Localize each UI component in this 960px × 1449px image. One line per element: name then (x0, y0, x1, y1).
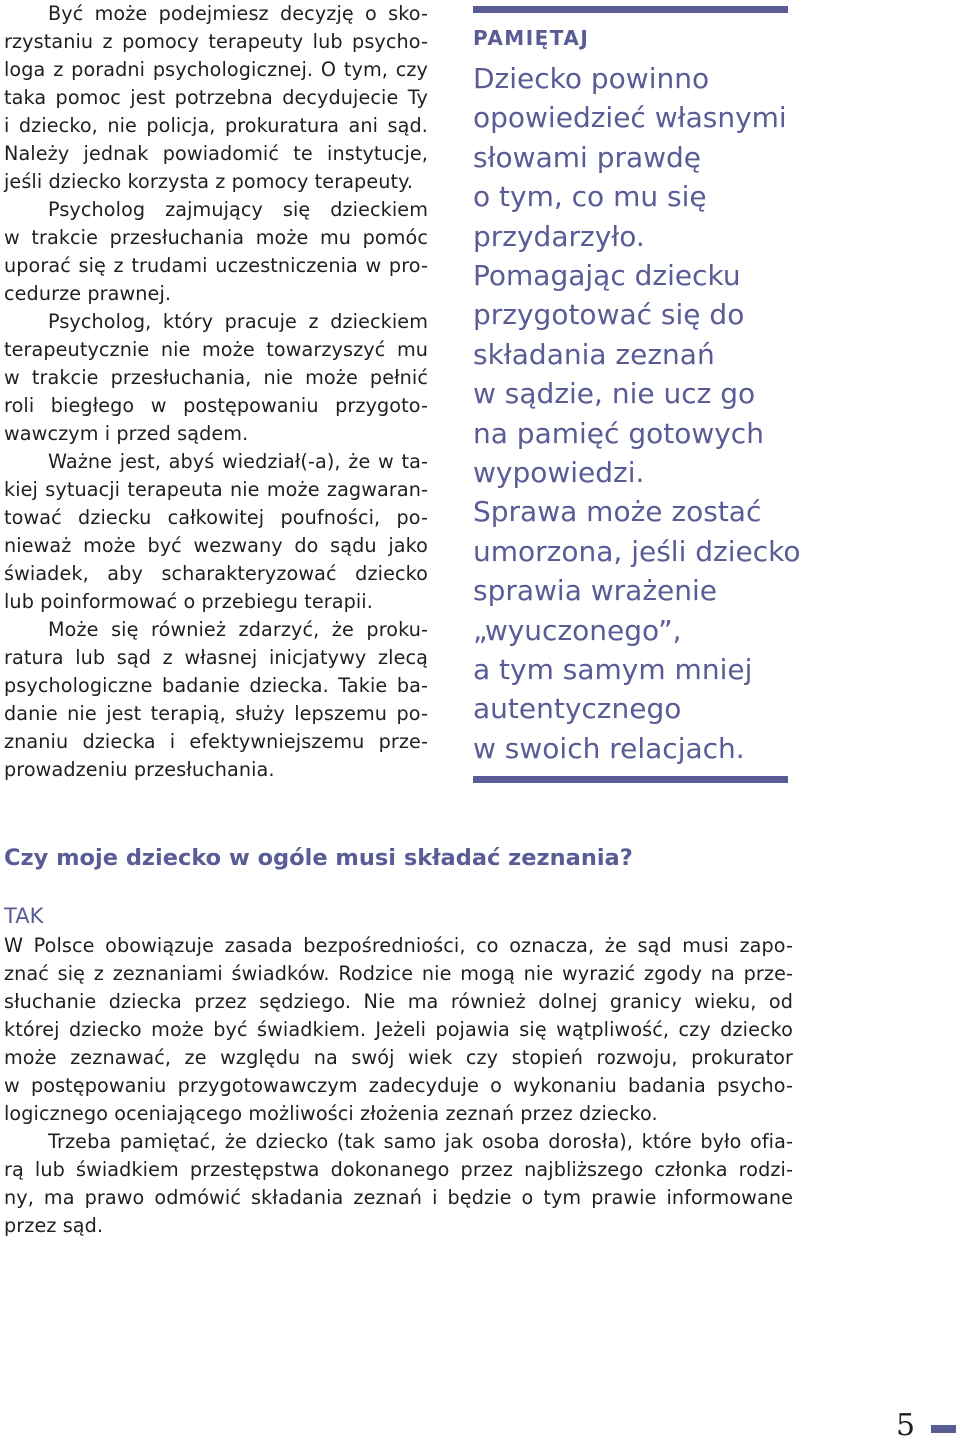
sidebar-line: na pamięć gotowych (473, 417, 764, 450)
paragraph-line: taka pomoc jest potrzebna decydujecie Ty (4, 86, 428, 109)
paragraph-line: tować dziecku całkowitej poufności, po- (4, 506, 428, 529)
paragraph-line: i dziecko, nie policja, prokuratura ani sąd. (4, 114, 428, 137)
sidebar-line: „wyuczonego”, (473, 614, 682, 647)
paragraph-line: Należy jednak powiadomić te instytucje, (4, 142, 428, 165)
paragraph-line: Psycholog zajmujący się dzieckiem (48, 198, 428, 221)
paragraph-line: W Polsce obowiązuje zasada bezpośredniości, co oznacza, że sąd musi zapo- (4, 934, 793, 957)
sidebar-line: Dziecko powinno (473, 62, 710, 95)
paragraph-line: znaniu dziecka i efektywniejszemu prze- (4, 730, 428, 753)
paragraph-line: Psycholog, który pracuje z dzieckiem (48, 310, 428, 333)
paragraph-line: danie nie jest terapią, służy lepszemu po- (4, 702, 428, 725)
paragraph-line: rą lub świadkiem przestępstwa dokonanego przez najbliższego członka rodzi- (4, 1158, 793, 1181)
paragraph-line: znać się z zeznaniami świadków. Rodzice nie mogą nie wyrazić zgody na prze- (4, 962, 793, 985)
sidebar-line: wypowiedzi. (473, 456, 645, 489)
sidebar-line: a tym samym mniej (473, 653, 753, 686)
answer-label: TAK (4, 904, 44, 928)
paragraph-line: ratura lub sąd z własnej inicjatywy zlecą (4, 646, 428, 669)
paragraph-line: w trakcie przesłuchania, nie może pełnić (4, 366, 428, 389)
paragraph-line: przez sąd. (4, 1214, 104, 1237)
paragraph-line: lub poinformować o przebiegu terapii. (4, 590, 373, 613)
sidebar-bottom-rule (473, 776, 788, 783)
paragraph-line: logicznego oceniającego możliwości złożenia zeznań przez dziecko. (4, 1102, 658, 1125)
paragraph-line: ny, ma prawo odmówić składania zeznań i będzie o tym prawie informowane (4, 1186, 793, 1209)
paragraph-line: w trakcie przesłuchania może mu pomóc (4, 226, 428, 249)
paragraph-line: Trzeba pamiętać, że dziecko (tak samo jak osoba dorosła), które było ofia- (48, 1130, 793, 1153)
paragraph-line: której dziecko może być świadkiem. Jeżeli pojawia się wątpliwość, czy dziecko (4, 1018, 793, 1041)
paragraph-line: słuchanie dziecka przez sędziego. Nie ma również dolnej granicy wieku, od (4, 990, 793, 1013)
paragraph-line: wawczym i przed sądem. (4, 422, 249, 445)
sidebar-line: przygotować się do (473, 298, 745, 331)
paragraph-line: Ważne jest, abyś wiedział(-a), że w ta- (48, 450, 428, 473)
page-number: 5 (896, 1408, 916, 1443)
sidebar-line: Pomagając dziecku (473, 259, 741, 292)
paragraph-line: Być może podejmiesz decyzję o sko- (48, 2, 428, 25)
sidebar-line: autentycznego (473, 692, 682, 725)
paragraph-line: Może się również zdarzyć, że proku- (48, 618, 428, 641)
paragraph-line: jeśli dziecko korzysta z pomocy terapeuty. (4, 170, 414, 193)
sidebar-line: przydarzyło. (473, 220, 645, 253)
sidebar-line: składania zeznań (473, 338, 715, 371)
paragraph-line: psychologiczne badanie dziecka. Takie ba- (4, 674, 428, 697)
paragraph-line: rzystaniu z pomocy terapeuty lub psycho- (4, 30, 428, 53)
sidebar-line: sprawia wrażenie (473, 574, 718, 607)
page-number-marker (931, 1425, 956, 1433)
paragraph-line: świadek, aby scharakteryzować dziecko (4, 562, 428, 585)
paragraph-line: w postępowaniu przygotowawczym zadecyduje o wykonaniu badania psycho- (4, 1074, 793, 1097)
sidebar-line: umorzona, jeśli dziecko (473, 535, 801, 568)
paragraph-line: prowadzeniu przesłuchania. (4, 758, 275, 781)
sidebar-line: w sądzie, nie ucz go (473, 377, 756, 410)
sidebar-line: słowami prawdę (473, 141, 702, 174)
paragraph-line: uporać się z trudami uczestniczenia w pro- (4, 254, 428, 277)
sidebar-line: o tym, co mu się (473, 180, 707, 213)
paragraph-line: kiej sytuacji terapeuta nie może zagwaran- (4, 478, 428, 501)
sidebar-label: PAMIĘTAJ (473, 26, 590, 50)
sidebar-line: Sprawa może zostać (473, 495, 762, 528)
paragraph-line: loga z poradni psychologicznej. O tym, czy (4, 58, 428, 81)
sidebar-line: w swoich relacjach. (473, 732, 745, 765)
sidebar-line: opowiedzieć własnymi (473, 101, 787, 134)
paragraph-line: roli biegłego w postępowaniu przygoto- (4, 394, 428, 417)
section-heading: Czy moje dziecko w ogóle musi składać zeznania? (4, 845, 633, 871)
paragraph-line: terapeutycznie nie może towarzyszyć mu (4, 338, 428, 361)
paragraph-line: może zeznawać, ze względu na swój wiek czy stopień rozwoju, prokurator (4, 1046, 793, 1069)
sidebar-top-rule (473, 6, 788, 13)
paragraph-line: nieważ może być wezwany do sądu jako (4, 534, 428, 557)
paragraph-line: cedurze prawnej. (4, 282, 172, 305)
